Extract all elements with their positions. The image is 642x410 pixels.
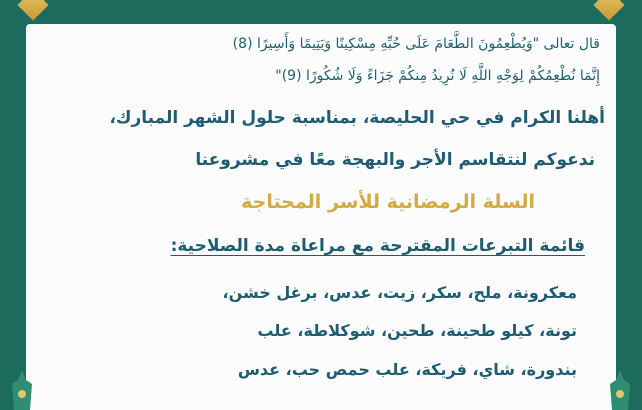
- donation-item-line: بندورة، شاي، فريكة، علب حمص حب، عدس: [237, 360, 577, 379]
- donation-item-line: تونة، كيلو طحينة، طحين، شوكلاطة، علب: [257, 321, 577, 340]
- donation-item-line: معكرونة، ملح، سكر، زيت، عدس، برغل خشن،: [222, 283, 577, 302]
- invitation-line-2: ندعوكم لنتقاسم الأجر والبهجة معًا في مشروعنا: [195, 150, 595, 170]
- invitation-line-1: أهلنا الكرام في حي الحليصة، بمناسبة حلول الشهر المبارك،: [109, 108, 605, 128]
- right-frame-band: [612, 0, 642, 410]
- donation-list-heading: قائمة التبرعات المقترحة مع مراعاة مدة الصلاحية:: [170, 236, 585, 256]
- project-title: السلة الرمضانية للأسر المحتاجة: [241, 191, 535, 213]
- lantern-icon-left: [8, 370, 36, 410]
- verse-line-2: إِنَّمَا نُطْعِمُكُمْ لِوَجْهِ اللَّهِ لَا نُرِيدُ مِنكُمْ جَزَاءً وَلَا شُكُورًا (9)": [275, 68, 600, 84]
- lantern-icon-right: [606, 370, 634, 410]
- verse-line-1: قال تعالى "وَيُطْعِمُونَ الطَّعَامَ عَلَى حُبِّهِ مِسْكِينًا وَيَتِيمًا وَأَسِيرًا (8): [232, 36, 600, 52]
